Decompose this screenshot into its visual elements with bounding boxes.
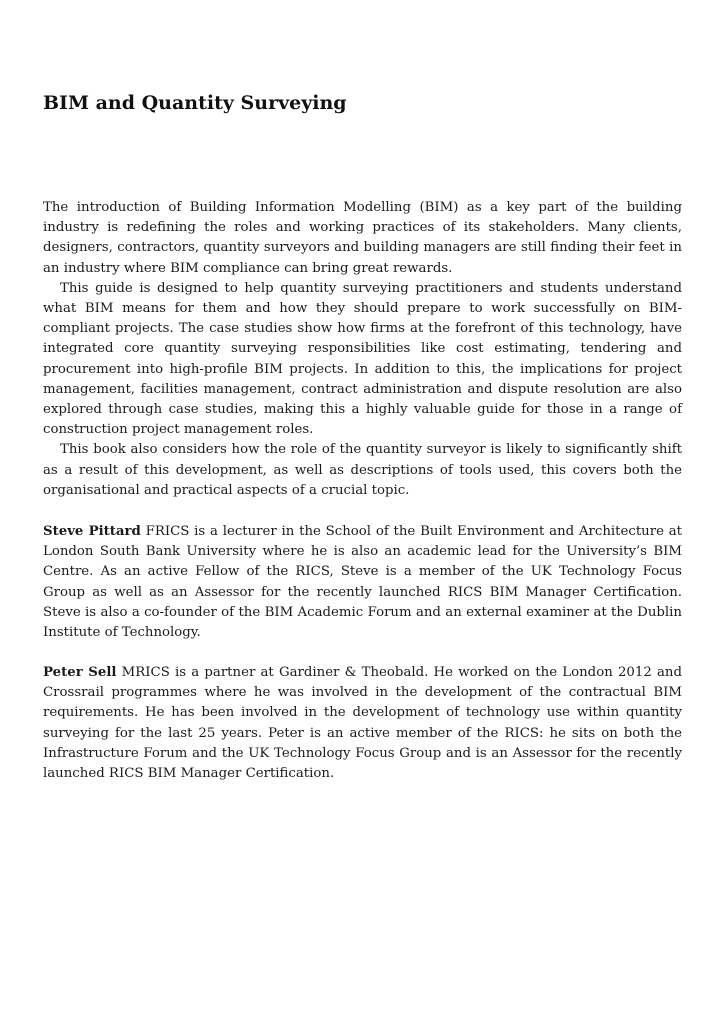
page-title: BIM and Quantity Surveying <box>43 92 347 114</box>
author-bio-steve-pittard <box>43 522 682 643</box>
description-paragraph-3: This book also considers how the role of the quantity surveyor is likely to significantly shift as a result of this development, as well as descriptions of tools used, this covers both the organisational and practical aspects of a crucial topic. <box>43 442 682 498</box>
author-name: Steve Pittard <box>43 524 141 539</box>
author-bio-text: FRICS is a lecturer in the School of the Built Environment and Architecture at London South Bank University where he is also an academic lead for the University’s BIM Centre. As an active Fellow of the RICS, Steve is a member of the UK Technology Focus Group as well as an Assessor for the recently launched RICS BIM Manager Certification. Steve is also a co-founder of the BIM Academic Forum and an external examiner at the Dublin Institute of Technology. <box>43 524 682 641</box>
description-paragraph-1: The introduction of Building Information Modelling (BIM) as a key part of the building industry is redefining the roles and working practices of its stakeholders. Many clients, designers, contractors, quantity surveyors and building managers are still finding their feet in an industry where BIM compliance can bring great rewards. <box>43 200 682 276</box>
author-name: Peter Sell <box>43 665 117 680</box>
author-bio-peter-sell <box>43 663 682 784</box>
book-description <box>43 198 682 501</box>
book-back-cover <box>43 0 682 1024</box>
author-bio-text: MRICS is a partner at Gardiner & Theobald. He worked on the London 2012 and Crossrail programmes where he was involved in the development of the contractual BIM requirements. He has been involved in the development of technology use within quantity surveying for the last 25 years. Peter is an active member of the RICS: he sits on both the Infrastructure Forum and the UK Technology Focus Group and is an Assessor for the recently launched RICS BIM Manager Certification. <box>43 665 682 782</box>
description-paragraph-2: This guide is designed to help quantity surveying practitioners and students understand what BIM means for them and how they should prepare to work successfully on BIM-compliant projects. The case studies show how firms at the forefront of this technology, have integrated core quantity surveying responsibilities like cost estimating, tendering and procurement into high-profile BIM projects. In addition to this, the implications for project management, facilities management, contract administration and dispute resolution are also explored through case studies, making this a highly valuable guide for those in a range of construction project management roles. <box>43 280 682 438</box>
